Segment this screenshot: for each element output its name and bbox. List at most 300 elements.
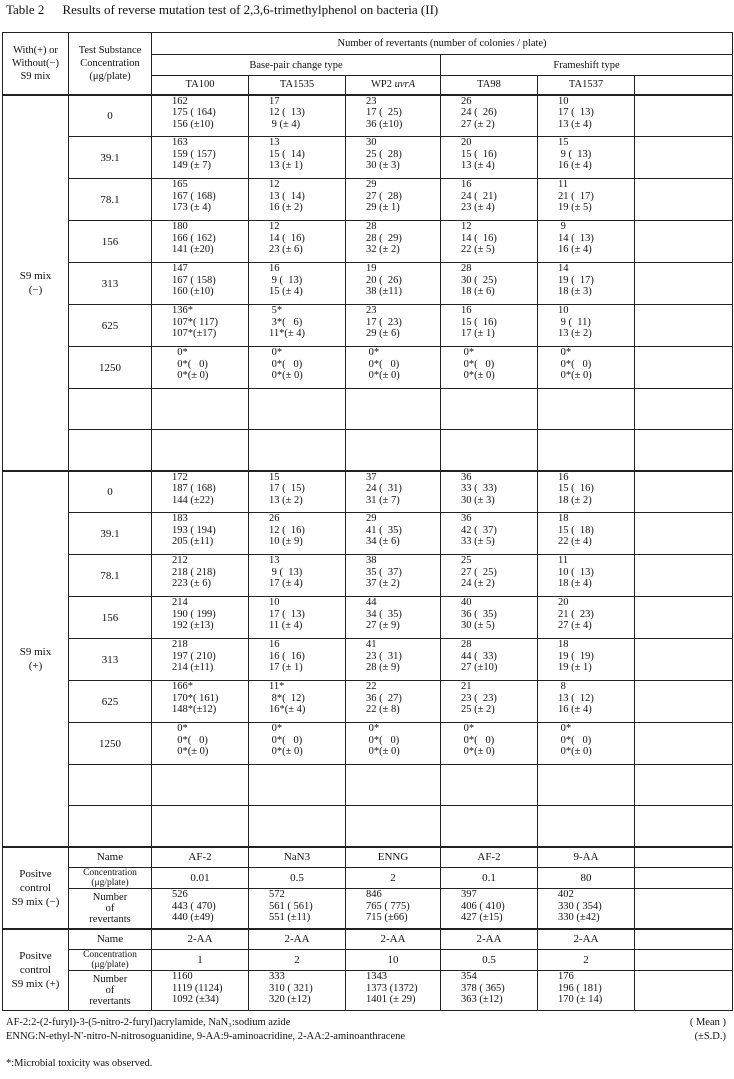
empty-cell	[152, 765, 249, 806]
header-row-1	[3, 33, 733, 55]
empty-cell	[152, 389, 249, 430]
value-line: 16*(± 4)	[269, 704, 306, 715]
with-without-header: With(+) or Without(−) S9 mix	[3, 33, 69, 95]
test-substance-header: Test Substance Concentration (μg/plate)	[69, 33, 152, 95]
value-line: 180	[172, 221, 188, 232]
value-line: 15 ( 16)	[461, 316, 497, 328]
revertant-cell	[152, 597, 249, 639]
value-line: 15	[558, 137, 569, 148]
positive-name: AF-2	[441, 847, 538, 868]
empty-cell	[635, 950, 733, 971]
value-line: 10	[558, 305, 569, 316]
revertant-cell	[441, 639, 538, 681]
value-line: 214	[172, 597, 188, 608]
revertant-cell	[441, 347, 538, 389]
positive-num-label	[69, 889, 152, 929]
value-line: Concentration	[83, 868, 137, 878]
empty-cell	[635, 179, 733, 221]
value-line: 22 (± 4)	[558, 536, 592, 547]
value-line: 17 ( 15)	[269, 483, 305, 494]
dose-cell: 1250	[69, 723, 152, 765]
value-line: 17 (± 1)	[269, 662, 303, 673]
empty-row	[3, 806, 733, 847]
value-line: 13	[269, 137, 280, 148]
value-line: 38	[366, 555, 377, 566]
value-line: 13 ( 14)	[269, 190, 305, 202]
positive-conc: 0.01	[152, 868, 249, 889]
value-line: 11*(± 4)	[269, 328, 305, 339]
value-line: 0*	[366, 347, 380, 358]
revertant-cell	[346, 305, 441, 347]
value-line: S9 mix (−)	[11, 895, 60, 908]
value-line: control	[19, 881, 52, 894]
value-line: 30 (± 3)	[366, 160, 400, 171]
value-line: 190 ( 199)	[172, 608, 216, 620]
positive-conc: 2	[249, 950, 346, 971]
value-line: S9 mix	[19, 645, 52, 658]
empty-cell	[538, 430, 635, 471]
empty-cell	[635, 430, 733, 471]
positive-revertant-cell	[152, 971, 249, 1011]
value-line: 0*	[366, 723, 380, 734]
strain-ta100: TA100	[152, 76, 249, 95]
value-line: 170*( 161)	[172, 692, 219, 704]
value-line: 0*	[558, 347, 572, 358]
value-line: 0*(± 0)	[461, 746, 495, 757]
empty-cell	[69, 430, 152, 471]
footnote-line2: ENNG:N-ethyl-N'-nitro-N-nitrosoguanidine, 9-AA:9-aminoacridine, 2-AA:2-aminoanthracene	[6, 1031, 406, 1042]
data-row	[3, 555, 733, 597]
value-line: 16	[461, 179, 472, 190]
positive-conc: 0.5	[441, 950, 538, 971]
positive-name-row	[3, 929, 733, 950]
value-line: Number	[92, 974, 128, 985]
empty-cell	[538, 389, 635, 430]
value-line: 15 ( 14)	[269, 148, 305, 160]
value-line: 30 (± 5)	[461, 620, 495, 631]
positive-name: 2-AA	[152, 929, 249, 950]
value-line: 25 ( 28)	[366, 148, 402, 160]
value-line: 196 ( 181)	[558, 982, 602, 994]
empty-cell	[635, 221, 733, 263]
value-line: 214 (±11)	[172, 662, 214, 673]
revertant-cell	[152, 221, 249, 263]
value-line: S9 mix	[19, 269, 52, 282]
positive-num-row	[3, 971, 733, 1011]
positive-name: AF-2	[152, 847, 249, 868]
value-line: 32 (± 2)	[366, 244, 400, 255]
value-line: 23 ( 31)	[366, 650, 402, 662]
value-line: 715 (±66)	[366, 912, 408, 923]
value-line: 37 (± 2)	[366, 578, 400, 589]
value-line: 27 (±10)	[461, 662, 498, 673]
value-line: 22	[366, 681, 377, 692]
value-line: 13	[269, 555, 280, 566]
empty-row	[3, 430, 733, 471]
positive-revertant-cell	[249, 971, 346, 1011]
revertant-cell	[152, 305, 249, 347]
value-line: 11	[558, 179, 569, 190]
positive-name: 2-AA	[538, 929, 635, 950]
value-line: 0*(± 0)	[269, 370, 303, 381]
value-line: 29 (± 6)	[366, 328, 400, 339]
value-line: 20	[558, 597, 569, 608]
value-line: 15 ( 16)	[461, 148, 497, 160]
value-line: 0*(± 0)	[172, 746, 209, 757]
positive-conc: 2	[346, 868, 441, 889]
value-line: 17 ( 13)	[558, 107, 594, 118]
value-line: 36 ( 35)	[461, 608, 497, 620]
value-line: 24 (± 2)	[461, 578, 495, 589]
value-line: 23	[366, 305, 377, 316]
empty-cell	[635, 137, 733, 179]
revertant-cell	[441, 305, 538, 347]
value-line: 22 (± 8)	[366, 704, 400, 715]
value-line: 25 (± 2)	[461, 704, 495, 715]
revertant-cell	[538, 681, 635, 723]
value-line: 846	[366, 889, 382, 900]
value-line: 28 (± 9)	[366, 662, 400, 673]
value-line: 354	[461, 971, 477, 982]
revertant-cell	[441, 263, 538, 305]
value-line: 193 ( 194)	[172, 524, 216, 536]
value-line: 10	[558, 95, 569, 107]
strain-ta1537: TA1537	[538, 76, 635, 95]
empty-cell	[635, 889, 733, 929]
revertant-cell	[152, 555, 249, 597]
value-line: 17 ( 25)	[366, 107, 402, 118]
value-line: 427 (±15)	[461, 912, 503, 923]
value-line: 30 ( 25)	[461, 274, 497, 286]
value-line: 526	[172, 889, 188, 900]
value-line: 36	[461, 513, 472, 524]
value-line: 144 (±22)	[172, 494, 214, 506]
value-line: 0*(± 0)	[366, 370, 400, 381]
value-line: 170 (± 14)	[558, 994, 603, 1005]
empty-cell	[69, 765, 152, 806]
positive-revertant-cell	[346, 889, 441, 929]
positive-conc-label	[69, 868, 152, 889]
positive-name: 2-AA	[346, 929, 441, 950]
value-line: 14	[558, 263, 569, 274]
value-line: 0*( 0)	[269, 734, 303, 746]
data-row	[3, 513, 733, 555]
value-line: revertants	[89, 996, 131, 1007]
value-line: 18 (± 4)	[558, 578, 592, 589]
value-line: 41 ( 35)	[366, 524, 402, 536]
empty-cell	[635, 597, 733, 639]
value-line: 13 (± 2)	[269, 494, 303, 506]
positive-revertant-cell	[152, 889, 249, 929]
positive-revertant-cell	[346, 971, 441, 1011]
value-line: 31 (± 7)	[366, 494, 400, 506]
value-line: 37	[366, 471, 377, 483]
value-line: 330 (±42)	[558, 912, 600, 923]
empty-cell	[346, 765, 441, 806]
value-line: 13 (± 2)	[558, 328, 592, 339]
revertant-cell	[538, 347, 635, 389]
positive-group-label	[3, 929, 69, 1011]
value-line: 18	[558, 513, 569, 524]
revertant-cell	[249, 221, 346, 263]
value-line: 24 ( 26)	[461, 107, 497, 118]
revertant-cell	[249, 95, 346, 137]
value-line: 0*(± 0)	[366, 746, 400, 757]
data-row	[3, 137, 733, 179]
revertant-cell	[538, 555, 635, 597]
value-line: 36 (±10)	[366, 118, 403, 130]
value-line: 147	[172, 263, 188, 274]
revertant-cell	[441, 471, 538, 513]
value-line: 333	[269, 971, 285, 982]
value-line: 192 (±13)	[172, 620, 214, 631]
value-line: 165	[172, 179, 188, 190]
value-line: 0*	[461, 347, 475, 358]
value-line: 156 (±10)	[172, 118, 214, 130]
revertant-cell	[538, 723, 635, 765]
value-line: 29	[366, 513, 377, 524]
value-line: 23 (± 4)	[461, 202, 495, 213]
value-line: 9 ( 13)	[269, 566, 303, 578]
empty-cell	[441, 806, 538, 847]
value-line: 551 (±11)	[269, 912, 311, 923]
positive-conc: 0.1	[441, 868, 538, 889]
value-line: 23 (± 6)	[269, 244, 303, 255]
value-line: 0*	[172, 723, 188, 734]
value-line: 5*	[269, 305, 283, 316]
value-line: 16 ( 16)	[269, 650, 305, 662]
value-line: 378 ( 365)	[461, 982, 505, 994]
value-line: 13 (± 4)	[558, 118, 592, 130]
empty-cell	[346, 430, 441, 471]
empty-cell	[69, 389, 152, 430]
value-line: 23	[366, 95, 377, 107]
value-line: 163	[172, 137, 188, 148]
value-line: 27 (± 4)	[558, 620, 592, 631]
empty-cell	[538, 806, 635, 847]
value-line: 34 (± 6)	[366, 536, 400, 547]
table-caption: Results of reverse mutation test of 2,3,6-trimethylphenol on bacteria (II)	[62, 2, 439, 17]
value-line: 10 ( 13)	[558, 566, 594, 578]
value-line: 0*(± 0)	[558, 370, 592, 381]
value-line: 212	[172, 555, 188, 566]
positive-num-label	[69, 971, 152, 1011]
value-line: 18 (± 3)	[558, 286, 592, 297]
value-line: 183	[172, 513, 188, 524]
revertant-cell	[441, 597, 538, 639]
value-line: 34 ( 35)	[366, 608, 402, 620]
value-line: 187 ( 168)	[172, 483, 216, 494]
data-row	[3, 723, 733, 765]
empty-cell	[635, 847, 733, 868]
value-line: 44 ( 33)	[461, 650, 497, 662]
revertant-cell	[346, 681, 441, 723]
revertant-cell	[538, 305, 635, 347]
dose-cell: 39.1	[69, 137, 152, 179]
positive-name: 2-AA	[249, 929, 346, 950]
value-line: 0*( 0)	[172, 734, 208, 746]
value-line: 17 ( 13)	[269, 608, 305, 620]
empty-cell	[152, 806, 249, 847]
value-line: 160 (±10)	[172, 286, 214, 297]
strain-empty	[635, 76, 733, 95]
value-line: 440 (±49)	[172, 912, 214, 923]
value-line: 172	[172, 471, 188, 483]
value-line: 572	[269, 889, 285, 900]
value-line: 16 (± 4)	[558, 244, 592, 255]
empty-cell	[635, 765, 733, 806]
dose-cell: 156	[69, 221, 152, 263]
revertant-cell	[152, 137, 249, 179]
revertant-cell	[346, 555, 441, 597]
revertant-cell	[346, 221, 441, 263]
revertant-cell	[249, 555, 346, 597]
empty-cell	[249, 765, 346, 806]
footnote-toxicity: *:Microbial toxicity was observed.	[6, 1058, 153, 1069]
value-line: 1119 (1124)	[172, 982, 223, 994]
revertant-cell	[538, 597, 635, 639]
value-line: 40	[461, 597, 472, 608]
value-line: 24 ( 31)	[366, 483, 402, 494]
value-line: 13 (± 1)	[269, 160, 303, 171]
footnote-mean: ( Mean )	[689, 1017, 726, 1028]
data-row	[3, 95, 733, 137]
value-line: 19 (± 5)	[558, 202, 592, 213]
value-line: 0*	[172, 347, 188, 358]
value-line: 402	[558, 889, 574, 900]
revertant-cell	[152, 639, 249, 681]
value-line: 0*( 0)	[558, 358, 592, 370]
basepair-header: Base-pair change type	[152, 55, 441, 76]
value-line: 19 (± 1)	[558, 662, 592, 673]
revertant-cell	[249, 347, 346, 389]
value-line: 17 (± 1)	[461, 328, 495, 339]
revertants-header: Number of revertants (number of colonies / plate)	[152, 33, 733, 55]
revertant-cell	[346, 263, 441, 305]
value-line: 9 ( 11)	[558, 316, 591, 328]
value-line: 21 ( 23)	[558, 608, 594, 620]
value-line: 24 ( 21)	[461, 190, 497, 202]
value-line: 561 ( 561)	[269, 900, 313, 912]
empty-cell	[635, 806, 733, 847]
value-line: 17 (± 4)	[269, 578, 303, 589]
empty-cell	[635, 681, 733, 723]
value-line: 21	[461, 681, 472, 692]
value-line: 363 (±12)	[461, 994, 503, 1005]
positive-revertant-cell	[441, 889, 538, 929]
value-line: 10 (± 9)	[269, 536, 303, 547]
empty-cell	[249, 389, 346, 430]
value-line: 0*( 0)	[558, 734, 592, 746]
data-row	[3, 471, 733, 513]
value-line: 28 ( 29)	[366, 232, 402, 244]
value-line: 443 ( 470)	[172, 900, 216, 912]
strain-wp2uvra: WP2 uvrA	[346, 76, 441, 95]
strain-ta98: TA98	[441, 76, 538, 95]
empty-cell	[635, 263, 733, 305]
value-line: 26	[269, 513, 280, 524]
data-row	[3, 221, 733, 263]
empty-row	[3, 765, 733, 806]
revertant-cell	[249, 513, 346, 555]
group-label	[3, 95, 69, 471]
value-line: 330 ( 354)	[558, 900, 602, 912]
value-line: 107*(±17)	[172, 328, 217, 339]
value-line: 17 ( 23)	[366, 316, 402, 328]
value-line: 1401 (± 29)	[366, 994, 416, 1005]
value-line: 13 (± 4)	[461, 160, 495, 171]
empty-cell	[538, 765, 635, 806]
results-table	[2, 32, 733, 1011]
revertant-cell	[441, 221, 538, 263]
value-line: 9 ( 13)	[558, 148, 592, 160]
revertant-cell	[538, 221, 635, 263]
value-line: 12	[461, 221, 472, 232]
value-line: 218 ( 218)	[172, 566, 216, 578]
data-row	[3, 639, 733, 681]
dose-cell: 625	[69, 305, 152, 347]
revertant-cell	[249, 179, 346, 221]
frameshift-header: Frameshift type	[441, 55, 733, 76]
value-line: 41	[366, 639, 377, 650]
value-line: 12 ( 13)	[269, 107, 305, 118]
empty-cell	[441, 765, 538, 806]
value-line: 42 ( 37)	[461, 524, 497, 536]
value-line: 16	[269, 263, 280, 274]
value-line: (μg/plate)	[91, 878, 129, 888]
value-line: 765 ( 775)	[366, 900, 410, 912]
value-line: 166*	[172, 681, 193, 692]
value-line: 33 ( 33)	[461, 483, 497, 494]
value-line: 0*(± 0)	[558, 746, 592, 757]
value-line: 28	[461, 263, 472, 274]
value-line: 197 ( 210)	[172, 650, 216, 662]
footnote-line1: AF-2:2-(2-furyl)-3-(5-nitro-2-furyl)acrylamide, NaN₃:sodium azide	[6, 1017, 291, 1028]
revertant-cell	[152, 347, 249, 389]
value-line: 0*(± 0)	[172, 370, 209, 381]
group-label	[3, 471, 69, 847]
revertant-cell	[441, 555, 538, 597]
value-line: 19	[366, 263, 377, 274]
value-line: 175 ( 164)	[172, 107, 216, 118]
revertant-cell	[152, 681, 249, 723]
value-line: 20	[461, 137, 472, 148]
value-line: 28	[366, 221, 377, 232]
value-line: of	[105, 985, 115, 996]
revertant-cell	[538, 137, 635, 179]
value-line: 15 ( 18)	[558, 524, 594, 536]
value-line: 27 (± 2)	[461, 118, 495, 130]
revertant-cell	[538, 95, 635, 137]
value-line: 148*(±12)	[172, 704, 217, 715]
empty-cell	[346, 389, 441, 430]
revertant-cell	[346, 137, 441, 179]
positive-conc: 0.5	[249, 868, 346, 889]
positive-conc-row	[3, 950, 733, 971]
value-line: Positve	[19, 949, 52, 962]
revertant-cell	[441, 95, 538, 137]
value-line: 0*	[269, 723, 283, 734]
value-line: 19 ( 19)	[558, 650, 594, 662]
value-line: 14 ( 16)	[461, 232, 497, 244]
empty-cell	[346, 806, 441, 847]
value-line: 30 (± 3)	[461, 494, 495, 506]
empty-cell	[635, 639, 733, 681]
revertant-cell	[441, 137, 538, 179]
empty-cell	[635, 347, 733, 389]
positive-conc: 10	[346, 950, 441, 971]
data-row	[3, 179, 733, 221]
